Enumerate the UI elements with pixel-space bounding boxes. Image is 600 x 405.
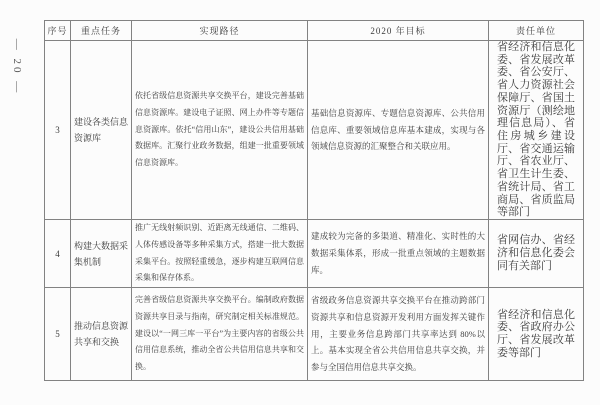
cell-unit-text: 省经济和信息化委、省政府办公厅、省发展改革委等部门 <box>497 308 575 359</box>
cell-task-text: 构建大数据采集机制 <box>74 240 129 267</box>
page-number: — 20 — <box>11 38 23 96</box>
cell-unit <box>489 41 584 220</box>
col-header-goal: 2020 年目标 <box>308 21 489 41</box>
col-header-task: 重点任务 <box>71 21 132 41</box>
table-row <box>45 288 584 381</box>
tasks-table <box>44 20 584 381</box>
cell-task-text: 推动信息资源共享和交换 <box>74 321 129 347</box>
cell-unit-text: 省经济和信息化委、省发展改革委、省公安厅、省人力资源社会保障厅、省国土资源厅（测绘地理信息局）、省住房城乡建设厅、省交通运输厅、省农业厅、省卫生计生委、省统计局、省工商局、省质监局等部门 <box>497 41 575 219</box>
table-row <box>45 220 584 288</box>
cell-path <box>132 288 308 381</box>
cell-task <box>71 41 132 220</box>
cell-goal-text: 建成较为完备的多渠道、精准化、实时性的大数据采集体系，形成一批重点领域的主题数据库。 <box>311 231 485 275</box>
col-header-serial: 序号 <box>45 21 71 41</box>
cell-path <box>132 41 308 220</box>
cell-unit <box>489 288 584 381</box>
col-header-unit: 责任单位 <box>489 21 584 41</box>
cell-goal-text: 省级政务信息资源共享交换平台在推动跨部门资源共享和信息资源开发利用方面发挥关键作用，主要业务信息跨部门共享率达到 80%以上。基本实现全省公共信用信息共享交换，并参与全国信用信息共享交换。 <box>311 295 485 373</box>
cell-task <box>71 288 132 381</box>
col-header-path: 实现路径 <box>132 21 308 41</box>
cell-path-text: 完善省级信息资源共享交换平台。编制政府数据资源共享目录与指南，研究制定相关标准规范。建设以“一网三库一平台”为主要内容的省级公共信用信息系统，推动全省公共信用信息共享和交换。 <box>135 295 304 372</box>
cell-goal-text: 基础信息资源库、专题信息资源库、公共信用信息库、重要领域信息库基本建成，实现与各领域信息资源的汇聚整合和关联应用。 <box>311 107 485 152</box>
cell-serial: 5 <box>45 288 71 381</box>
table-header-row <box>45 21 584 41</box>
cell-goal <box>308 220 489 288</box>
cell-serial: 4 <box>45 220 71 288</box>
table-row <box>45 41 584 220</box>
cell-path-text: 推广无线射频识别、近距离无线通信、二维码、人体传感设备等多种采集方式，搭建一批大数据采集平台。按照轻重缓急，逐步构建互联网信息采集和保存体系。 <box>135 222 304 283</box>
cell-unit <box>489 220 584 288</box>
cell-task-text: 建设各类信息资源库 <box>74 117 129 143</box>
cell-goal <box>308 41 489 220</box>
cell-unit-text: 省网信办、省经济和信息化委会同有关部门 <box>497 234 575 272</box>
cell-task <box>71 220 132 288</box>
cell-path-text: 依托省级信息资源共享交换平台，建设完善基础信息资源库。建设电子证照、网上办件等专题信息资源库。依托“信用山东”，建设公共信用基础数据库。汇聚行业政务数据，组建一批重要领域信息资源库。 <box>135 91 304 168</box>
cell-path <box>132 220 308 288</box>
cell-goal <box>308 288 489 381</box>
cell-serial: 3 <box>45 41 71 220</box>
